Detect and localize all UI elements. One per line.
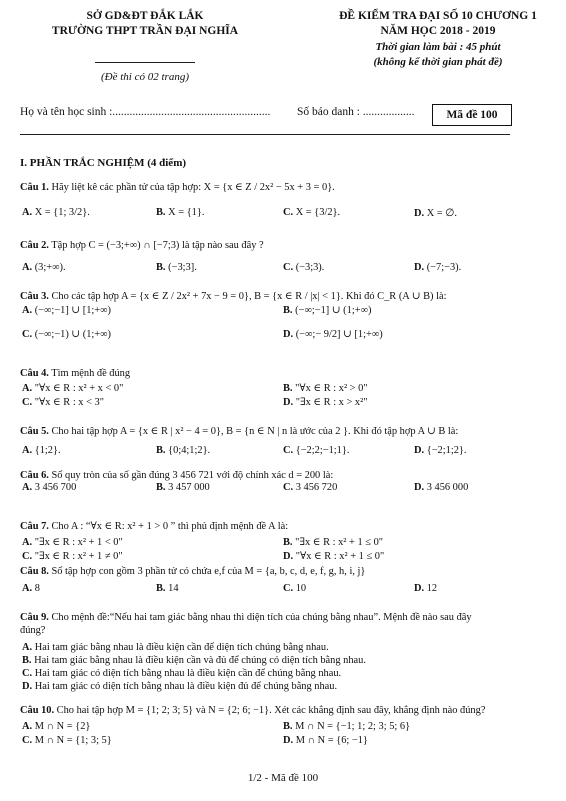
student-name-field: Họ và tên học sinh :....................................................... — [20, 106, 271, 118]
option-letter: D. — [283, 329, 296, 340]
option-letter: A. — [22, 482, 35, 493]
section-title: I. PHẦN TRẮC NGHIỆM (4 điểm) — [20, 157, 187, 169]
option-letter: B. — [156, 583, 169, 594]
answer-option-b[interactable] — [283, 382, 368, 394]
option-letter: B. — [283, 305, 296, 316]
option-text: (−∞;− 9/2] ∪ [1;+∞) — [295, 329, 383, 340]
answer-option-d[interactable] — [414, 262, 461, 273]
option-text: Hai tam giác bằng nhau là điều kiện cần để diện tích chúng bằng nhau. — [34, 642, 329, 653]
option-text: (−3;3). — [295, 262, 325, 273]
option-letter: D. — [414, 482, 427, 493]
school-name: TRƯỜNG THPT TRẦN ĐẠI NGHĨA — [51, 25, 239, 37]
option-letter: C. — [22, 329, 35, 340]
question-label: Câu 4. — [20, 368, 49, 379]
option-letter: C. — [22, 551, 35, 562]
option-text: {−2;1;2}. — [426, 445, 467, 456]
question-label: Câu 5. — [20, 426, 49, 437]
question-label: Câu 9. — [20, 612, 49, 623]
option-letter: C. — [22, 397, 35, 408]
answer-option-a[interactable] — [22, 642, 329, 653]
question-stem — [20, 425, 458, 437]
option-text: (−∞;−1] ∪ [1;+∞) — [34, 305, 112, 316]
option-letter: D. — [283, 735, 296, 746]
option-letter: C. — [283, 262, 296, 273]
option-text: 3 457 000 — [168, 482, 210, 493]
question-label: Câu 3. — [20, 291, 49, 302]
answer-option-b[interactable] — [156, 583, 179, 594]
option-text: M ∩ N = {2} — [34, 721, 91, 732]
option-letter: A. — [22, 642, 35, 653]
answer-option-b[interactable] — [156, 262, 197, 273]
option-text: 3 456 000 — [426, 482, 469, 493]
answer-option-d[interactable] — [414, 583, 437, 594]
option-letter: B. — [156, 445, 169, 456]
answer-option-a[interactable] — [22, 536, 123, 548]
option-text: M ∩ N = {6; −1} — [295, 735, 368, 746]
option-letter: B. — [156, 482, 169, 493]
option-text: X = ∅. — [426, 208, 457, 219]
option-text: {1;2}. — [34, 445, 61, 456]
exam-title: ĐỀ KIỂM TRA ĐẠI SỐ 10 CHƯƠNG 1 — [339, 10, 537, 22]
exam-time-note: (không kể thời gian phát đề) — [373, 56, 503, 68]
question-label: Câu 1. — [20, 182, 49, 193]
option-text: M ∩ N = {1; 3; 5} — [34, 735, 112, 746]
question-text: Cho mệnh đề:“Nếu hai tam giác bằng nhau thì diện tích của chúng bằng nhau”. Mệnh đề nào sau đây — [48, 612, 472, 623]
option-text: {−2;2;−1;1}. — [295, 445, 350, 456]
answer-option-a[interactable] — [22, 207, 90, 218]
option-text: "∃x ∈ R : x² + 1 ≤ 0" — [295, 537, 384, 548]
answer-option-b[interactable] — [283, 536, 383, 548]
answer-option-c[interactable] — [22, 328, 111, 340]
option-text: X = {1}. — [168, 207, 205, 218]
option-letter: B. — [283, 721, 296, 732]
answer-option-c[interactable] — [283, 482, 337, 493]
answer-option-c[interactable] — [22, 668, 341, 679]
question-text: Cho các tập hợp A = {x ∈ Z / 2x² + 7x − 9 = 0}, B = {x ∈ R / |x| < 1}. Khi đó C_R (A ∪ B) là: — [48, 291, 447, 302]
option-text: Hai tam giác có diện tích bằng nhau là điều kiện cần để chúng bằng nhau. — [34, 668, 342, 679]
question-stem — [20, 612, 472, 623]
answer-option-d[interactable] — [22, 681, 337, 692]
option-letter: A. — [22, 445, 35, 456]
question-stem — [20, 368, 130, 379]
answer-option-c[interactable] — [22, 396, 104, 408]
question-stem — [20, 470, 333, 481]
option-text: X = {1; 3/2}. — [34, 207, 90, 218]
answer-option-c[interactable] — [283, 207, 340, 218]
header-rule — [20, 134, 510, 135]
question-text-continued: đúng? — [20, 625, 46, 636]
school-year: NĂM HỌC 2018 - 2019 — [380, 25, 496, 37]
option-letter: D. — [283, 551, 296, 562]
option-text: (−7;−3). — [426, 262, 462, 273]
answer-option-d[interactable] — [283, 328, 383, 340]
answer-option-d[interactable] — [283, 735, 368, 746]
option-text: 12 — [426, 583, 438, 594]
option-text: "∀x ∈ R : x² + 1 ≤ 0" — [295, 551, 385, 562]
option-letter: D. — [414, 583, 427, 594]
answer-option-b[interactable] — [22, 655, 366, 666]
option-text: "∃x ∈ R : x² + 1 ≠ 0" — [34, 551, 123, 562]
option-text: 3 456 700 — [34, 482, 77, 493]
option-letter: B. — [156, 207, 169, 218]
pages-note: (Đề thi có 02 trang) — [101, 71, 189, 83]
option-letter: A. — [22, 207, 35, 218]
option-letter: A. — [22, 537, 35, 548]
answer-option-d[interactable] — [414, 482, 468, 493]
question-stem — [20, 566, 365, 577]
answer-option-d[interactable] — [283, 396, 367, 408]
option-text: 3 456 720 — [295, 482, 338, 493]
option-letter: C. — [22, 735, 35, 746]
question-text: Cho hai tập hợp M = {1; 2; 3; 5} và N = {2; 6; −1}. Xét các khẳng định sau đây, khẳng định nào đúng? — [54, 705, 486, 716]
option-text: (−∞;−1] ∪ (1;+∞) — [295, 305, 372, 316]
answer-option-b[interactable] — [283, 304, 371, 316]
exam-code-box: Mã đề 100 — [432, 104, 512, 126]
option-letter: C. — [283, 207, 296, 218]
question-text: Tập hợp C = (−3;+∞) ∩ [−7;3) là tập nào sau đây ? — [48, 240, 264, 251]
option-letter: D. — [22, 681, 35, 692]
answer-option-d[interactable] — [283, 550, 384, 562]
answer-option-b[interactable] — [156, 207, 204, 218]
answer-option-c[interactable] — [283, 445, 349, 456]
answer-option-b[interactable] — [283, 721, 410, 732]
option-letter: B. — [283, 537, 296, 548]
answer-option-a[interactable] — [22, 382, 123, 394]
header-divider-left — [95, 62, 195, 63]
answer-option-a[interactable] — [22, 583, 40, 594]
option-text: 10 — [295, 583, 307, 594]
answer-option-a[interactable] — [22, 445, 61, 456]
option-text: (−∞;−1) ∪ (1;+∞) — [34, 329, 112, 340]
option-letter: D. — [414, 445, 427, 456]
question-label: Câu 7. — [20, 521, 49, 532]
page-footer: 1/2 - Mã đề 100 — [247, 772, 319, 784]
question-label: Câu 2. — [20, 240, 49, 251]
question-stem — [20, 181, 335, 193]
answer-option-a[interactable] — [22, 721, 90, 732]
answer-option-c[interactable] — [22, 550, 123, 562]
option-text: X = {3/2}. — [295, 207, 341, 218]
answer-option-a[interactable] — [22, 304, 111, 316]
answer-option-b[interactable] — [156, 445, 210, 456]
option-letter: B. — [22, 655, 35, 666]
answer-option-d[interactable] — [414, 207, 457, 219]
option-text: "∀x ∈ R : x < 3" — [34, 397, 104, 408]
option-letter: C. — [22, 668, 35, 679]
question-text: Số quy tròn của số gần đúng 3 456 721 với độ chính xác d = 200 là: — [48, 470, 334, 481]
answer-option-c[interactable] — [283, 262, 324, 273]
question-text: Tìm mệnh đề đúng — [48, 368, 131, 379]
option-text: "∃x ∈ R : x² + 1 < 0" — [34, 537, 123, 548]
answer-option-b[interactable] — [156, 482, 210, 493]
option-text: 8 — [34, 583, 40, 594]
question-text: Cho A : “∀x ∈ R: x² + 1 > 0 ” thì phủ định mệnh đề A là: — [48, 521, 289, 532]
option-letter: D. — [414, 262, 427, 273]
option-text: (−3;3]. — [168, 262, 197, 273]
exam-time: Thời gian làm bài : 45 phút — [375, 41, 501, 53]
answer-option-a[interactable] — [22, 262, 66, 273]
option-text: Hai tam giác bằng nhau là điều kiện cần và đủ để chúng có diện tích bằng nhau. — [34, 655, 366, 666]
option-letter: A. — [22, 583, 35, 594]
option-text: M ∩ N = {−1; 1; 2; 3; 5; 6} — [295, 721, 411, 732]
option-text: "∃x ∈ R : x > x²" — [295, 397, 368, 408]
question-text: Cho hai tập hợp A = {x ∈ R | x² − 4 = 0}, B = {n ∈ N | n là ước của 2 }. Khi đó tập hợp A ∪ B là: — [48, 426, 459, 437]
student-id-field: Số báo danh : .................. — [297, 106, 415, 118]
question-text: Hãy liệt kê các phần tử của tập hợp: X = {x ∈ Z / 2x² − 5x + 3 = 0}. — [48, 182, 335, 193]
option-letter: C. — [283, 445, 296, 456]
question-stem — [20, 705, 485, 716]
option-letter: A. — [22, 721, 35, 732]
option-letter: B. — [283, 383, 296, 394]
option-letter: A. — [22, 262, 35, 273]
answer-option-c[interactable] — [283, 583, 306, 594]
answer-option-d[interactable] — [414, 445, 467, 456]
option-text: 14 — [168, 583, 179, 594]
option-letter: D. — [414, 208, 427, 219]
question-label: Câu 8. — [20, 566, 49, 577]
option-letter: C. — [283, 583, 296, 594]
option-letter: B. — [156, 262, 169, 273]
question-text: Số tập hợp con gồm 3 phần tử có chứa e,f của M = {a, b, c, d, e, f, g, h, i, j} — [48, 566, 366, 577]
option-text: Hai tam giác có diện tích bằng nhau là điều kiện đủ để chúng bằng nhau. — [34, 681, 338, 692]
question-label: Câu 10. — [20, 705, 55, 716]
question-stem — [20, 290, 447, 302]
department-name: SỞ GD&ĐT ĐẮK LẮK — [86, 10, 204, 22]
question-label: Câu 6. — [20, 470, 49, 481]
option-text: (3;+∞). — [34, 262, 66, 273]
option-letter: C. — [283, 482, 296, 493]
option-letter: A. — [22, 305, 35, 316]
answer-option-c[interactable] — [22, 735, 112, 746]
option-letter: A. — [22, 383, 35, 394]
question-stem — [20, 240, 264, 251]
question-stem — [20, 520, 288, 532]
option-text: "∀x ∈ R : x² + x < 0" — [34, 383, 124, 394]
answer-option-a[interactable] — [22, 482, 76, 493]
option-text: "∀x ∈ R : x² > 0" — [295, 383, 368, 394]
option-text: {0;4;1;2}. — [168, 445, 211, 456]
option-letter: D. — [283, 397, 296, 408]
